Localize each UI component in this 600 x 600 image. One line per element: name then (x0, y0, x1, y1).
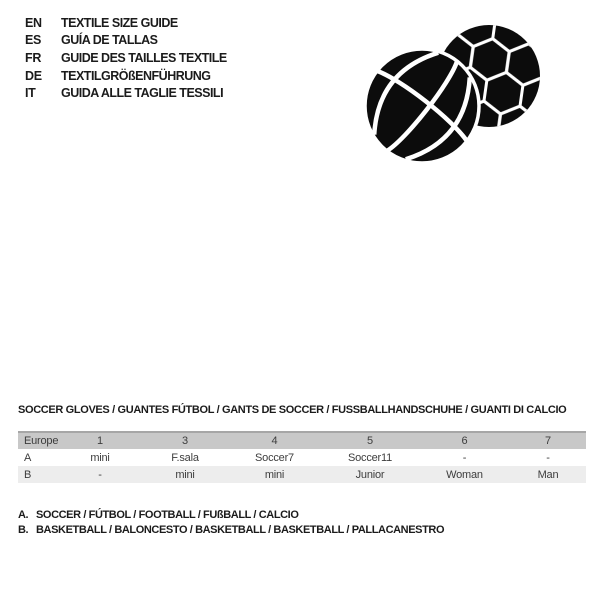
table-cell: - (98, 468, 102, 481)
language-row-de (25, 67, 227, 85)
guide-title-de: TEXTILGRÖßENFÜHRUNG (61, 68, 211, 83)
size-table-header-row (18, 432, 586, 449)
table-cell: Man (537, 468, 559, 481)
row-label: A (24, 451, 32, 464)
header-cell-size: 3 (182, 435, 188, 447)
table-row-soccer (18, 449, 586, 466)
language-row-es (25, 32, 227, 50)
language-code: DE (25, 68, 42, 83)
table-row-basketball (18, 466, 586, 483)
size-table (18, 431, 586, 483)
table-cell: - (546, 451, 550, 464)
sports-balls-illustration (350, 8, 570, 183)
language-code: EN (25, 15, 42, 30)
guide-title-it: GUIDA ALLE TAGLIE TESSILI (61, 86, 224, 101)
language-row-en (25, 14, 227, 32)
header-cell-size: 6 (461, 435, 468, 447)
table-cell: mini (175, 468, 195, 481)
language-code: IT (25, 86, 36, 101)
guide-title-en: TEXTILE SIZE GUIDE (61, 15, 178, 30)
header-cell-size: 4 (271, 435, 278, 447)
table-cell: mini (90, 451, 110, 464)
footnotes (18, 507, 444, 538)
footnote-marker: A. (18, 508, 29, 521)
table-cell: - (462, 451, 467, 464)
language-code: ES (25, 33, 42, 48)
footnote-marker: B. (18, 524, 29, 537)
section-title: SOCCER GLOVES / GUANTES FÚTBOL / GANTS DE SOCCER / FUSSBALLHANDSCHUHE / GUANTI DI CALCIO (18, 404, 567, 416)
guide-title-es: GUÍA DE TALLAS (61, 33, 158, 48)
language-title-list (25, 14, 227, 102)
footnote-text: SOCCER / FÚTBOL / FOOTBALL / FUßBALL / CALCIO (36, 508, 299, 521)
table-cell: Junior (355, 468, 385, 481)
table-cell: Soccer7 (255, 451, 294, 464)
table-cell: F.sala (171, 451, 199, 464)
table-cell: Woman (446, 468, 483, 481)
row-label: B (24, 468, 32, 481)
footnote-basketball (18, 523, 444, 539)
footnote-text: BASKETBALL / BALONCESTO / BASKETBALL / BASKETBALL / PALLACANESTRO (36, 524, 445, 537)
header-cell-size: 7 (545, 435, 551, 447)
table-cell: Soccer11 (347, 451, 393, 464)
guide-title-fr: GUIDE DES TAILLES TEXTILE (61, 50, 227, 65)
language-row-it (25, 84, 227, 102)
language-code: FR (25, 50, 42, 65)
language-row-fr (25, 49, 227, 67)
header-cell-europe: Europe (24, 435, 59, 447)
footnote-soccer (18, 507, 444, 523)
header-cell-size: 5 (367, 435, 373, 447)
table-cell: mini (264, 468, 285, 481)
header-cell-size: 1 (97, 435, 103, 447)
